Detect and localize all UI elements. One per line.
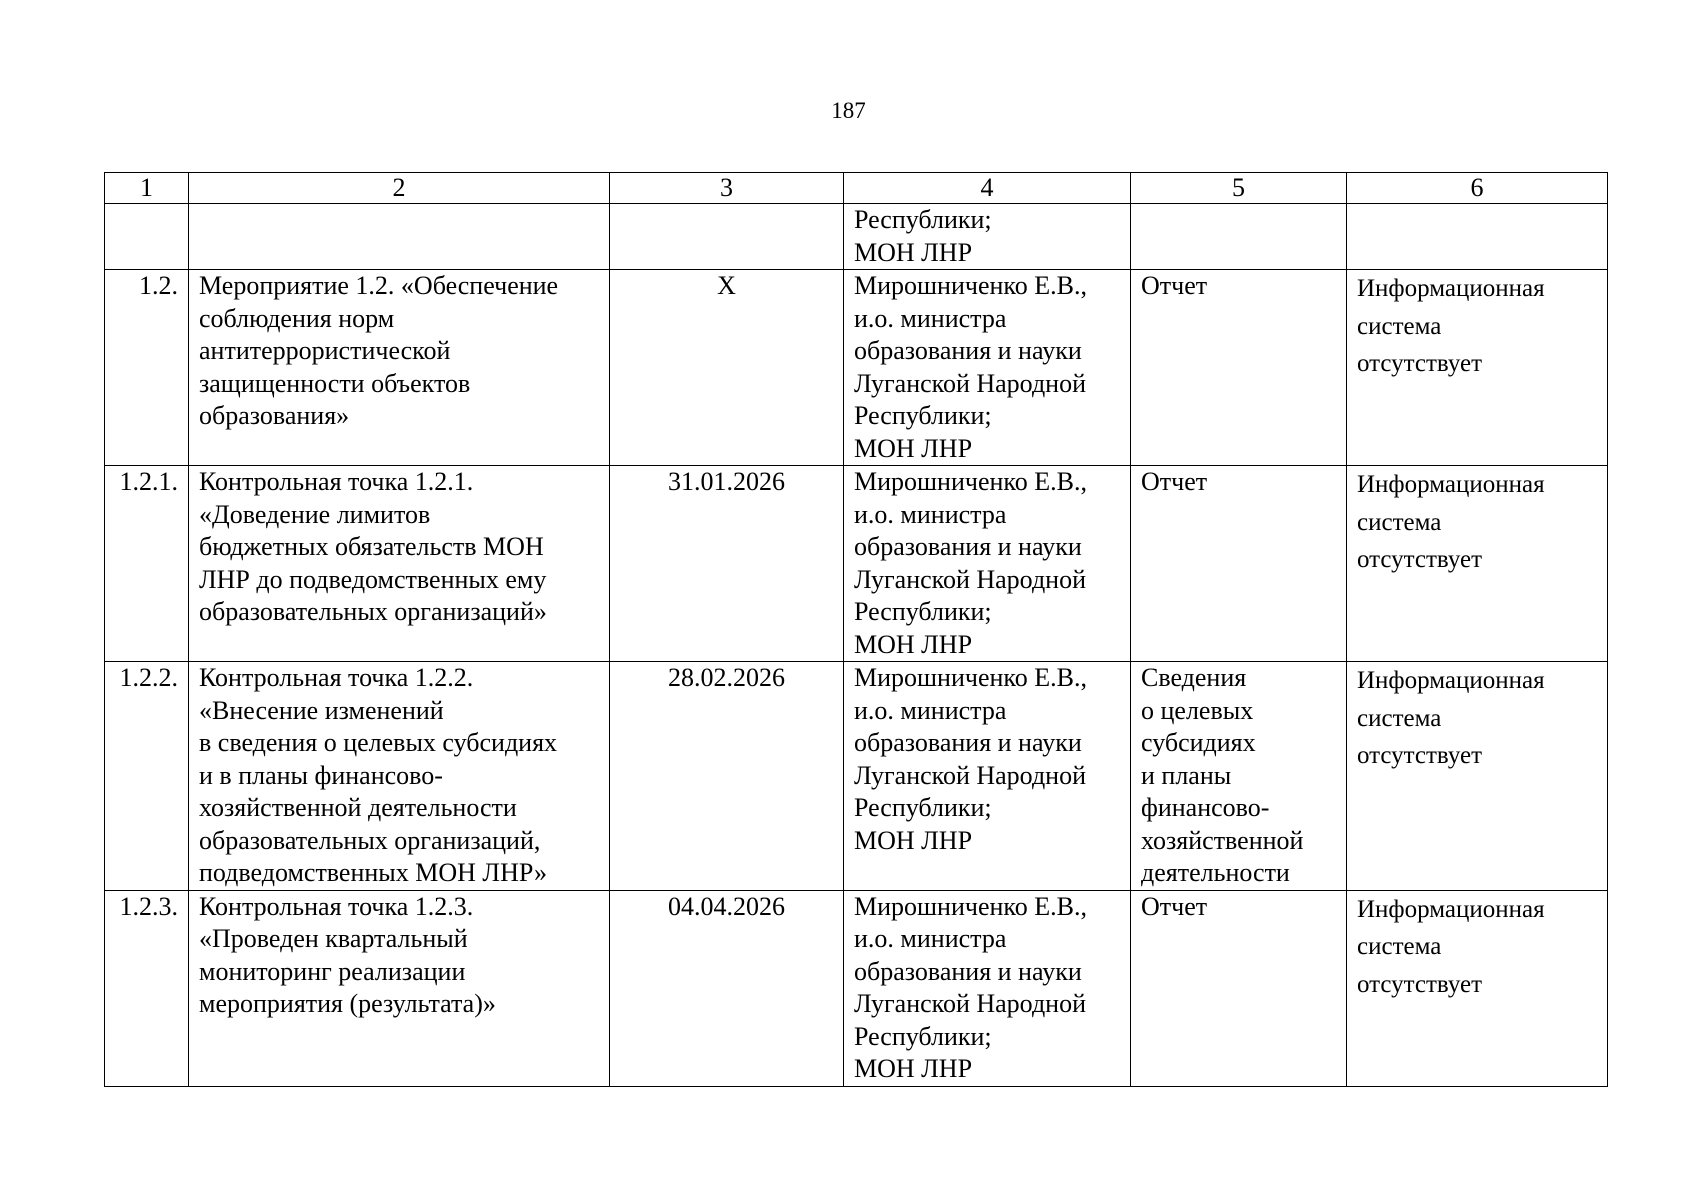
row-number-cell: 1.2. <box>105 270 189 466</box>
responsible-cell <box>844 466 1131 662</box>
cell-line: образования и науки <box>854 336 1082 365</box>
cell-line: Контрольная точка 1.2.3. <box>199 891 474 921</box>
page-number: 187 <box>831 98 866 123</box>
cell-line: система <box>1357 933 1442 960</box>
deadline-cell: 31.01.2026 <box>610 466 844 662</box>
info-system-cell <box>1347 890 1608 1086</box>
responsible-cell <box>844 270 1131 466</box>
row-number-cell <box>105 204 189 270</box>
cell-line: и в планы финансово- <box>199 760 443 790</box>
deadline-cell <box>610 204 844 270</box>
header-cell: 1 <box>105 173 189 204</box>
cell-line: система <box>1357 508 1442 536</box>
cell-line: и.о. министра <box>854 924 1007 953</box>
event-name-cell <box>189 662 610 891</box>
cell-line: МОН ЛНР <box>854 825 973 855</box>
cell-line: и планы <box>1141 760 1232 790</box>
cell-line: Луганской Народной <box>854 564 1086 594</box>
cell-line: соблюдения норм <box>199 303 395 333</box>
event-name-cell <box>189 890 610 1086</box>
cell-line: Республики; <box>854 205 992 234</box>
cell-line: деятельности <box>1141 858 1290 887</box>
cell-line: образования и науки <box>854 532 1082 561</box>
cell-line: подведомственных МОН ЛНР» <box>199 858 547 887</box>
cell-line: отсутствует <box>1357 546 1483 573</box>
header-cell: 2 <box>189 173 610 204</box>
cell-line: Луганской Народной <box>854 760 1086 790</box>
cell-line: МОН ЛНР <box>854 237 973 267</box>
row-number-cell: 1.2.2. <box>105 662 189 891</box>
cell-line: и.о. министра <box>854 303 1007 333</box>
header-row <box>105 173 1608 204</box>
cell-line: система <box>1357 312 1442 340</box>
cell-line: «Проведен квартальный <box>199 924 468 953</box>
cell-line: Отчет <box>1141 467 1208 496</box>
cell-line: Мирошниченко Е.В., <box>854 271 1087 300</box>
cell-line: Мирошниченко Е.В., <box>854 467 1087 496</box>
event-name-cell <box>189 270 610 466</box>
table-row <box>105 270 1608 466</box>
deadline-cell: X <box>610 270 844 466</box>
document-cell <box>1131 270 1347 466</box>
cell-line: МОН ЛНР <box>854 1054 973 1083</box>
cell-line: и.о. министра <box>854 695 1007 725</box>
cell-line: МОН ЛНР <box>854 629 973 659</box>
info-system-cell <box>1347 270 1608 466</box>
responsible-cell <box>844 890 1131 1086</box>
cell-line: Мирошниченко Е.В., <box>854 891 1087 921</box>
cell-line: Сведения <box>1141 663 1247 692</box>
cell-line: Информационная <box>1357 471 1545 498</box>
cell-line: отсутствует <box>1357 350 1483 377</box>
deadline-cell: 04.04.2026 <box>610 890 844 1086</box>
cell-line: антитеррористической <box>199 336 451 365</box>
cell-line: Контрольная точка 1.2.1. <box>199 467 474 496</box>
row-number-cell: 1.2.1. <box>105 466 189 662</box>
deadline-cell: 28.02.2026 <box>610 662 844 891</box>
cell-line: Отчет <box>1141 271 1208 300</box>
cell-line: субсидиях <box>1141 728 1256 757</box>
cell-line: Республики; <box>854 793 992 822</box>
info-system-cell <box>1347 466 1608 662</box>
header-cell: 5 <box>1131 173 1347 204</box>
cell-line: образовательных организаций, <box>199 825 541 855</box>
cell-line: Мероприятие 1.2. «Обеспечение <box>199 271 559 300</box>
row-number-cell: 1.2.3. <box>105 890 189 1086</box>
cell-line: защищенности объектов <box>199 368 471 398</box>
header-cell: 4 <box>844 173 1131 204</box>
table-row <box>105 662 1608 891</box>
responsible-cell <box>844 204 1131 270</box>
info-system-cell <box>1347 662 1608 891</box>
event-name-cell <box>189 466 610 662</box>
cell-line: отсутствует <box>1357 742 1483 769</box>
cell-line: хозяйственной <box>1141 825 1304 855</box>
cell-line: Республики; <box>854 597 992 626</box>
info-system-cell <box>1347 204 1608 270</box>
cell-line: Мирошниченко Е.В., <box>854 663 1087 692</box>
cell-line: бюджетных обязательств МОН <box>199 532 544 561</box>
cell-line: в сведения о целевых субсидиях <box>199 728 558 757</box>
document-cell <box>1131 466 1347 662</box>
cell-line: образования и науки <box>854 956 1082 986</box>
cell-line: Республики; <box>854 401 992 430</box>
plan-table <box>104 172 1608 1087</box>
cell-line: Луганской Народной <box>854 368 1086 398</box>
cell-line: образовательных организаций» <box>199 597 547 626</box>
document-cell <box>1131 204 1347 270</box>
table-row <box>105 204 1608 270</box>
cell-line: Информационная <box>1357 667 1545 694</box>
header-cell: 3 <box>610 173 844 204</box>
cell-line: образования» <box>199 401 350 430</box>
cell-line: хозяйственной деятельности <box>199 793 517 822</box>
cell-line: Республики; <box>854 1021 992 1051</box>
cell-line: «Внесение изменений <box>199 695 444 725</box>
document-cell <box>1131 662 1347 891</box>
cell-line: Информационная <box>1357 895 1545 923</box>
cell-line: ЛНР до подведомственных ему <box>199 564 547 594</box>
cell-line: Информационная <box>1357 275 1545 302</box>
cell-line: МОН ЛНР <box>854 433 973 463</box>
cell-line: Луганской Народной <box>854 989 1086 1018</box>
cell-line: о целевых <box>1141 695 1254 725</box>
event-name-cell <box>189 204 610 270</box>
cell-line: система <box>1357 704 1442 732</box>
header-cell: 6 <box>1347 173 1608 204</box>
cell-line: мониторинг реализации <box>199 956 466 986</box>
document-cell <box>1131 890 1347 1086</box>
cell-line: Отчет <box>1141 891 1208 921</box>
cell-line: мероприятия (результата)» <box>199 989 496 1018</box>
responsible-cell <box>844 662 1131 891</box>
table-body <box>105 204 1608 1087</box>
cell-line: финансово- <box>1141 793 1270 822</box>
table-row <box>105 890 1608 1086</box>
cell-line: «Доведение лимитов <box>199 499 431 529</box>
cell-line: образования и науки <box>854 728 1082 757</box>
table-row <box>105 466 1608 662</box>
cell-line: и.о. министра <box>854 499 1007 529</box>
cell-line: Контрольная точка 1.2.2. <box>199 663 474 692</box>
cell-line: отсутствует <box>1357 970 1483 998</box>
